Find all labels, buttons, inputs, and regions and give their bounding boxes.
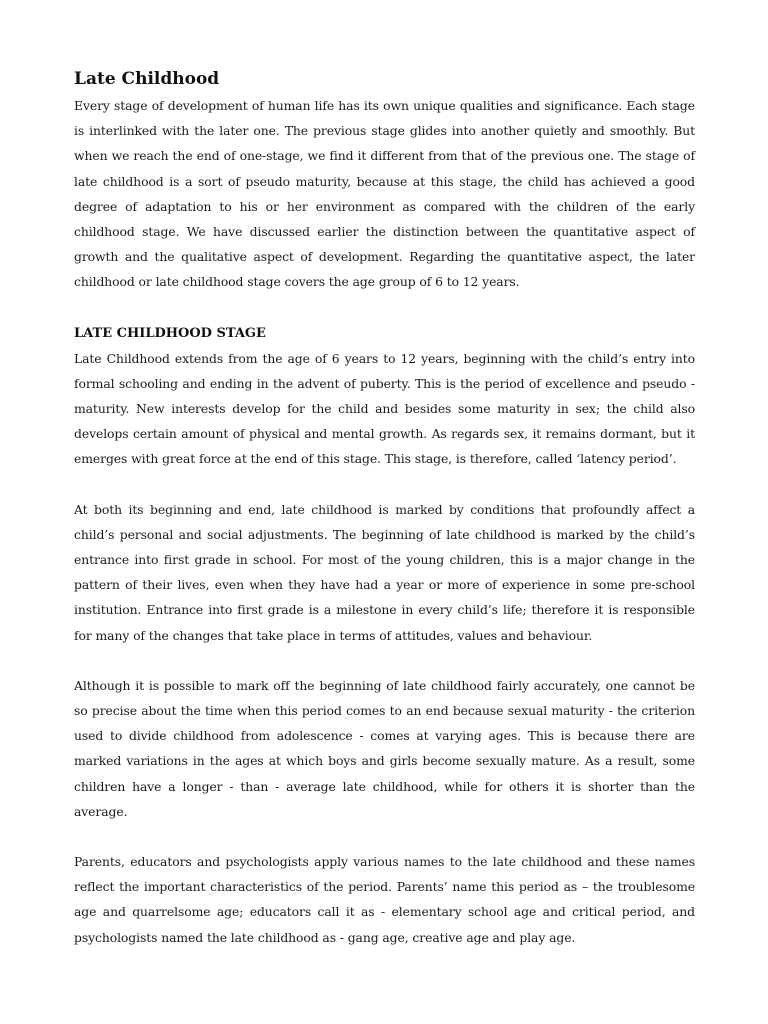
- spacer: [74, 824, 695, 849]
- document-page: [74, 66, 695, 950]
- document-title: Late Childhood: [74, 69, 220, 89]
- paragraph-names-of-period: Parents, educators and psychologists apply various names to the late childhood and these names reflect the important characteristics of the period. Parents’ name this period as – the troublesome age and quarrelsome age; educators call it as - elementary school age and critical period, and psychologists named the late childhood as - gang age, creative age and play age.: [74, 854, 695, 945]
- intro-paragraph: Every stage of development of human life has its own unique qualities and significance. Each stage is interlinked with the later one. The previous stage glides into another quietly and smoothly. But when we reach the end of one-stage, we find it different from that of the previous one. The stage of late childhood is a sort of pseudo maturity, because at this stage, the child has achieved a good degree of adaptation to his or her environment as compared with the children of the early childhood stage. We have discussed earlier the distinction between the quantitative aspect of growth and the qualitative aspect of development. Regarding the quantitative aspect, the later childhood or late childhood stage covers the age group of 6 to 12 years.: [74, 98, 695, 290]
- paragraph-end-of-period: Although it is possible to mark off the beginning of late childhood fairly accurately, one cannot be so precise about the time when this period comes to an end because sexual maturity - the criterion used to divide childhood from adolescence - comes at varying ages. This is because there are marked variations in the ages at which boys and girls become sexually mature. As a result, some children have a longer - than - average late childhood, while for others it is shorter than the average.: [74, 677, 695, 819]
- spacer: [74, 295, 695, 321]
- paragraph-beginning-and-end: At both its beginning and end, late childhood is marked by conditions that profoundly affect a child’s personal and social adjustments. The beginning of late childhood is marked by the child’s entrance into first grade in school. For most of the young children, this is a major change in the pattern of their lives, even when they have had a year or more of experience in some pre-school institution. Entrance into first grade is a milestone in every child’s life; therefore it is responsible for many of the changes that take place in terms of attitudes, values and behaviour.: [74, 501, 695, 643]
- paragraph-latency-period: Late Childhood extends from the age of 6 years to 12 years, beginning with the child’s entry into formal schooling and ending in the advent of puberty. This is the period of excellence and pseudo - maturity. New interests develop for the child and besides some maturity in sex; the child also develops certain amount of physical and mental growth. As regards sex, it remains dormant, but it emerges with great force at the end of this stage. This stage, is therefore, called ‘latency period’.: [74, 350, 695, 467]
- spacer: [74, 472, 695, 497]
- section-heading: LATE CHILDHOOD STAGE: [74, 325, 266, 341]
- spacer: [74, 648, 695, 673]
